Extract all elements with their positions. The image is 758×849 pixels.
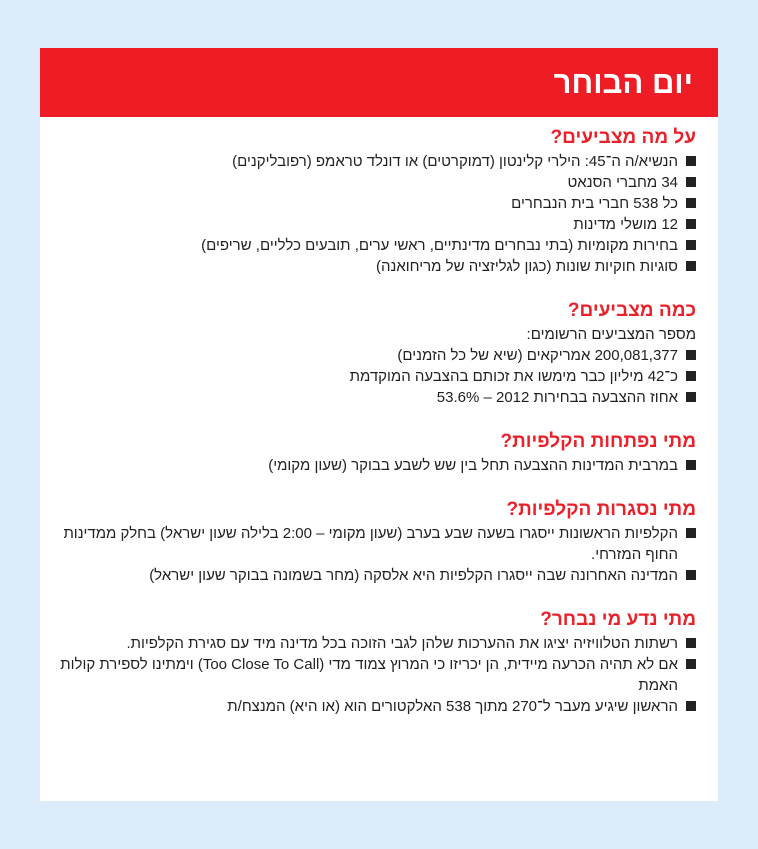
- page-title: יום הבוחר: [553, 64, 693, 100]
- square-bullet-icon: [686, 392, 696, 402]
- section-heading: מתי נפתחות הקלפיות?: [500, 431, 696, 452]
- square-bullet-icon: [686, 371, 696, 381]
- list-item: 12 מושלי מדינות: [60, 214, 696, 235]
- square-bullet-icon: [686, 570, 696, 580]
- section-heading: כמה מצביעים?: [567, 300, 696, 321]
- list-item: כל 538 חברי בית הנבחרים: [60, 193, 696, 214]
- list-item: 34 מחברי הסנאט: [60, 172, 696, 193]
- square-bullet-icon: [686, 638, 696, 648]
- square-bullet-icon: [686, 701, 696, 711]
- list-item: במרבית המדינות ההצבעה תחל בין שש לשבע בבוקר (שעון מקומי): [60, 455, 696, 476]
- infobox-card: [40, 48, 718, 801]
- list-item: אחוז ההצבעה בבחירות 2012 – 53.6%: [60, 387, 696, 408]
- section-when-known: [60, 607, 696, 717]
- list-item: בחירות מקומיות (בתי נבחרים מדינתיים, ראשי ערים, תובעים כלליים, שריפים): [60, 235, 696, 256]
- bullet-list: [60, 151, 696, 277]
- square-bullet-icon: [686, 350, 696, 360]
- list-item: 200,081,377 אמריקאים (שיא של כל הזמנים): [60, 345, 696, 366]
- infobox-content: [40, 117, 718, 717]
- square-bullet-icon: [686, 528, 696, 538]
- square-bullet-icon: [686, 219, 696, 229]
- square-bullet-icon: [686, 659, 696, 669]
- bullet-list: [60, 345, 696, 408]
- section-intro: מספר המצביעים הרשומים:: [526, 326, 696, 343]
- list-item: אם לא תהיה הכרעה מיידית, הן יכריזו כי המרוץ צמוד מדי (Too Close To Call) וימתינו לספירת קולות האמת: [60, 654, 696, 696]
- square-bullet-icon: [686, 156, 696, 166]
- list-item: כ־42 מיליון כבר מימשו את זכותם בהצבעה המוקדמת: [60, 366, 696, 387]
- list-item: הנשיא/ה ה־45: הילרי קלינטון (דמוקרטים) או דונלד טראמפ (רפובליקנים): [60, 151, 696, 172]
- section-heading: על מה מצביעים?: [550, 127, 696, 148]
- square-bullet-icon: [686, 198, 696, 208]
- list-item: המדינה האחרונה שבה ייסגרו הקלפיות היא אלסקה (מחר בשמונה בבוקר שעון ישראל): [60, 565, 696, 586]
- square-bullet-icon: [686, 261, 696, 271]
- list-item: רשתות הטלוויזיה יציגו את ההערכות שלהן לגבי הזוכה בכל מדינה מיד עם סגירת הקלפיות.: [60, 633, 696, 654]
- section-heading: מתי נסגרות הקלפיות?: [506, 499, 696, 520]
- title-banner: [40, 48, 718, 117]
- square-bullet-icon: [686, 240, 696, 250]
- square-bullet-icon: [686, 177, 696, 187]
- list-item: סוגיות חוקיות שונות (כגון לגליזציה של מריחואנה): [60, 256, 696, 277]
- section-polls-open: [60, 429, 696, 476]
- section-polls-close: [60, 497, 696, 586]
- list-item: הקלפיות הראשונות ייסגרו בשעה שבע בערב (שעון מקומי – 2:00 בלילה שעון ישראל) בחלק ממדינות החוף המזרחי.: [60, 523, 696, 565]
- bullet-list: [60, 633, 696, 717]
- section-how-many: [60, 298, 696, 408]
- bullet-list: [60, 455, 696, 476]
- list-item: הראשון שיגיע מעבר ל־270 מתוך 538 האלקטורים הוא (או היא) המנצח/ת: [60, 696, 696, 717]
- section-what-voting: [60, 125, 696, 277]
- bullet-list: [60, 523, 696, 586]
- section-heading: מתי נדע מי נבחר?: [540, 609, 696, 630]
- square-bullet-icon: [686, 460, 696, 470]
